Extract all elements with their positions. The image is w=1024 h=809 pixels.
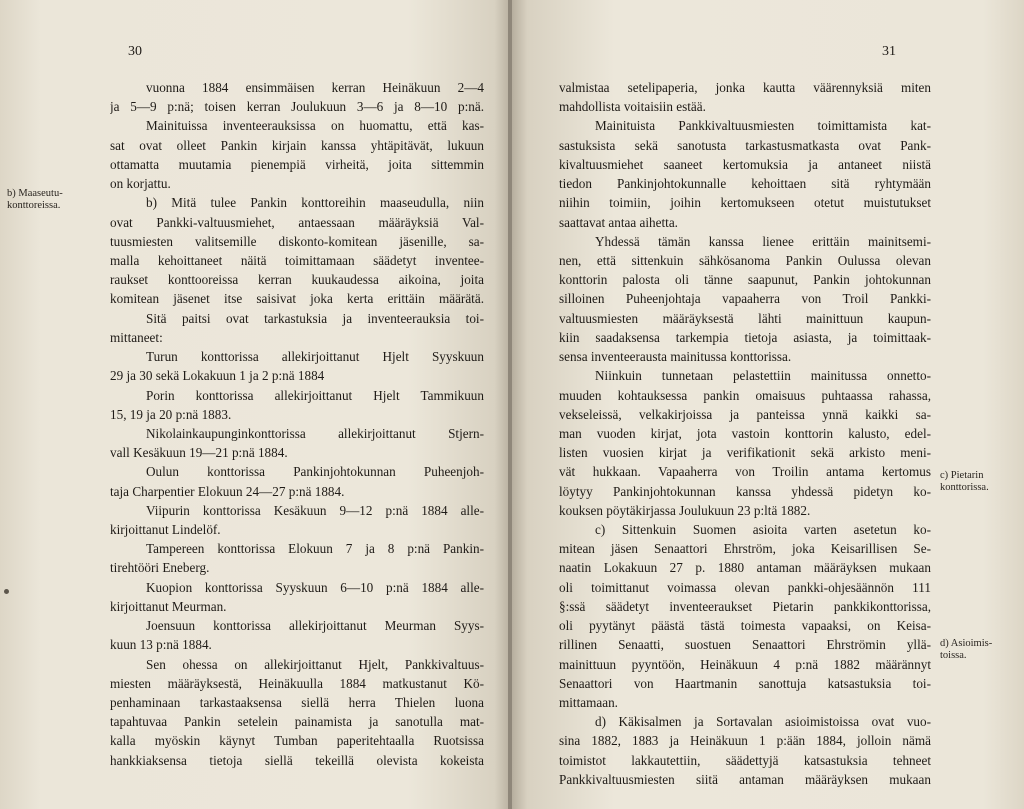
- text-line: konttorin palosta oli tänne saapunut, Pankin johtokunnan: [559, 272, 931, 288]
- text-line: saattavat antaa aihetta.: [559, 214, 678, 230]
- margin-note-line: toissa.: [940, 650, 967, 661]
- margin-note-line: d) Asioimis-: [940, 638, 993, 649]
- margin-note-line: b) Maaseutu-: [7, 188, 63, 199]
- text-line: toimistot lakkautettiin, säädettyjä katsastuksia tehneet: [559, 752, 931, 768]
- text-line: ovat Pankki-valtuusmiehet, antaessaan määräyksiä Val-: [110, 214, 484, 230]
- text-line: sastuksista sekä sanotusta tarkastusmatkasta ovat Pank-: [559, 137, 931, 153]
- text-line: Niinkuin tunnetaan pelastettiin mainitussa onnetto-: [595, 368, 931, 384]
- text-line: löytyy Pankinjohtokunnan kanssa yhdessä pidetyn ko-: [559, 483, 931, 499]
- text-line: penhaminaan tarkastaaksensa siellä herra Thielen luona: [110, 695, 484, 710]
- text-line: kirjoittanut Meurman.: [110, 598, 227, 614]
- text-line: ja 5—9 p:nä; toisen kerran Joulukuun 3—6 ja 8—10 p:nä.: [110, 99, 484, 115]
- text-line: on korjattu.: [110, 176, 171, 192]
- text-line: Yhdessä tämän kanssa lienee erittäin mainitsemi-: [595, 233, 931, 249]
- text-line: kirjoittanut Lindelöf.: [110, 522, 221, 538]
- text-line: sensa inventeerausta mainitussa konttorissa.: [559, 349, 792, 365]
- text-line: 29 ja 30 sekä Lokakuun 1 ja 2 p:nä 1884: [110, 368, 325, 384]
- text-line: Porin konttorissa allekirjoittanut Hjelt Tammikuun: [146, 387, 484, 403]
- text-line: Nikolainkaupunginkonttorissa allekirjoittanut Stjern-: [146, 425, 484, 441]
- text-line: man vuoden kirjat, jota vastoin konttorin kalusto, edel-: [559, 425, 931, 441]
- margin-note-line: konttorissa.: [940, 482, 989, 493]
- text-line: ottamatta muutamia pienempiä virheitä, joita sittemmin: [110, 156, 484, 172]
- text-line: b) Mitä tulee Pankin konttoreihin maaseudulla, niin: [146, 195, 484, 211]
- text-line: komitean jäsenet itse saisivat joka kerta erittäin määrätä.: [110, 291, 484, 307]
- text-line: vekseleissä, velkakirjoissa ja panteissa ynnä kaikki sa-: [559, 406, 931, 422]
- text-line: raukset konttooreissa kerran kuukaudessa aikoina, joita: [110, 272, 484, 288]
- text-line: Turun konttorissa allekirjoittanut Hjelt Syyskuun: [146, 349, 484, 365]
- text-line: silloinen Puheenjohtaja vapaaherra von Troil Pankki-: [559, 291, 931, 307]
- text-line: valtuusmiesten määräyksestä lähti mainittuun kaupun-: [559, 310, 931, 326]
- margin-note-b: [7, 188, 107, 212]
- text-line: nen, että sittenkuin sähkösanoma Pankin Oulussa olevan: [559, 252, 931, 268]
- text-line: malla kehoittaneet näitä toimittamaan säädetyt inventee-: [110, 252, 484, 268]
- text-line: sina 1882, 1883 ja Heinäkuun 1 p:ään 1884, jolloin nämä: [559, 733, 931, 749]
- text-line: 15, 19 ja 20 p:nä 1883.: [110, 406, 232, 422]
- margin-note-d: [940, 638, 1024, 662]
- text-line: kalla myöskin käynyt Tumban paperitehtaalla Ruotsissa: [110, 733, 484, 749]
- left-page: [0, 0, 510, 809]
- text-line: hankkiaksensa tietoja siellä tekeillä olevista kokeista: [110, 752, 484, 768]
- text-line: §:ssä säädetyt inventeeraukset Pietarin pankkikonttorissa,: [559, 598, 931, 614]
- text-line: tapahtuvaa Pankin setelein painamista ja sanotulla mat-: [110, 714, 484, 730]
- text-line: mahdollista voitaisiin estää.: [559, 99, 706, 115]
- text-line: tirehtööri Eneberg.: [110, 560, 210, 576]
- text-line: kivaltuusmiehet saaneet kertomuksia ja antaneet niistä: [559, 156, 931, 172]
- ink-speck: [4, 589, 9, 594]
- margin-note-line: c) Pietarin: [940, 470, 984, 481]
- text-line: Joensuun konttorissa allekirjoittanut Meurman Syys-: [146, 618, 484, 634]
- text-line: Kuopion konttorissa Syyskuun 6—10 p:nä 1884 alle-: [146, 579, 484, 595]
- text-line: Oulun konttorissa Pankinjohtokunnan Puheenjoh-: [146, 464, 484, 480]
- text-line: miesten määräyksestä, Heinäkuulla 1884 matkustanut Kö-: [110, 675, 484, 691]
- text-line: vät hukkaan. Vapaaherra von Troilin antama kertomus: [559, 464, 931, 480]
- text-line: oli toimittanut voimassa olevan pankki-ohjesäännön 111: [559, 579, 931, 595]
- page-number-right: 31: [882, 44, 896, 59]
- text-line: c) Sittenkuin Suomen asioita varten asetetun ko-: [595, 522, 931, 538]
- text-line: tiedon Pankinjohtokunnalle kehoittaen sitä ryhtymään: [559, 176, 931, 192]
- right-text-column: [559, 78, 931, 789]
- text-line: Sitä paitsi ovat tarkastuksia ja inventeerauksia toi-: [146, 310, 484, 326]
- text-line: sat ovat olleet Pankin kirjain kanssa yhtäpitävät, lukuun: [110, 137, 484, 153]
- text-line: d) Käkisalmen ja Sortavalan asioimistoissa ovat vuo-: [595, 714, 931, 730]
- text-line: vuonna 1884 ensimmäisen kerran Heinäkuun 2—4: [146, 80, 484, 95]
- text-line: Senaattori von Haartmanin sanottuja katsastuksia toi-: [559, 675, 931, 691]
- text-line: rillinen Senaatti, suostuen Senaattori Ehrströmin yllä-: [559, 637, 931, 653]
- text-line: Mainituista Pankkivaltuusmiesten toimittamista kat-: [595, 118, 931, 134]
- margin-note-c: [940, 470, 1024, 494]
- page-number-left: 30: [128, 44, 142, 59]
- text-line: mainittuun pyyntöön, Heinäkuun 4 p:nä 1882 määrännyt: [559, 656, 931, 672]
- text-line: valmistaa setelipaperia, jonka kautta väärennyksiä miten: [559, 80, 931, 95]
- text-line: niihin toimiin, joihin kertomukseen otetut muistutukset: [559, 195, 931, 211]
- margin-note-line: konttoreissa.: [7, 200, 61, 211]
- text-line: kuun 13 p:nä 1884.: [110, 637, 212, 653]
- text-line: mitean jäsen Senaattori Ehrström, joka Keisarillisen Se-: [559, 541, 931, 557]
- text-line: listen vuosien kirjat ja verifikationit sekä arkisto meni-: [559, 445, 931, 461]
- text-line: Mainituissa inventeerauksissa on huomattu, että kas-: [146, 118, 484, 134]
- text-line: mittaneet:: [110, 329, 163, 345]
- left-text-column: [110, 78, 484, 770]
- text-line: mittamaan.: [559, 695, 618, 710]
- text-line: taja Charpentier Elokuun 24—27 p:nä 1884.: [110, 483, 345, 499]
- text-line: Sen ohessa on allekirjoittanut Hjelt, Pankkivaltuus-: [146, 656, 484, 672]
- text-line: Tampereen konttorissa Elokuun 7 ja 8 p:nä Pankin-: [146, 541, 484, 557]
- text-line: Viipurin konttorissa Kesäkuun 9—12 p:nä 1884 alle-: [146, 502, 484, 518]
- text-line: tuusmiesten valitsemille diskonto-komitean jäsenille, sa-: [110, 233, 484, 249]
- text-line: vall Kesäkuun 19—21 p:nä 1884.: [110, 445, 288, 461]
- text-line: Pankkivaltuusmiesten siitä antaman määräyksen mukaan: [559, 771, 931, 787]
- text-line: naatin Lokakuun 27 p. 1880 antaman määräyksen mukaan: [559, 560, 931, 576]
- right-page: [512, 0, 1024, 809]
- text-line: kiin saadaksensa tarkempia tietoja asiasta, ja toimittaak-: [559, 329, 931, 345]
- text-line: oli pyytänyt päästä tästä toimesta vapaaksi, on Keisa-: [559, 618, 931, 634]
- text-line: kouksen pöytäkirjassa Joulukuun 23 p:ltä 1882.: [559, 502, 811, 518]
- text-line: muuden kohtauksessa pankin omaisuus puhtaassa rahassa,: [559, 387, 931, 403]
